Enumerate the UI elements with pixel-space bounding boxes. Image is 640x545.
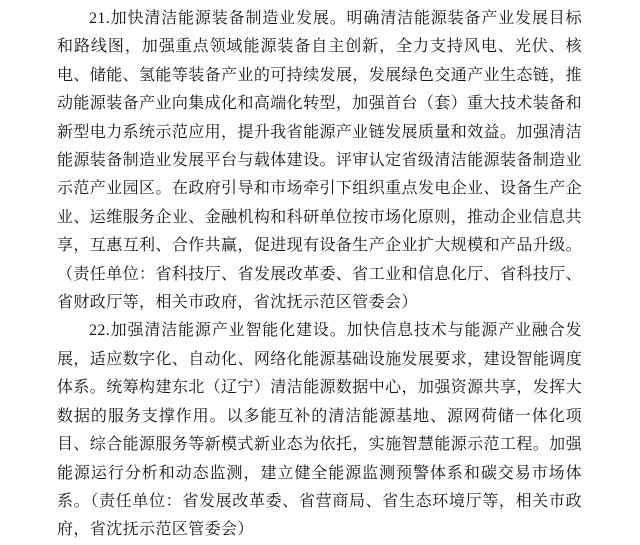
paragraph-item-21: 21.加快清洁能源装备制造业发展。明确清洁能源装备产业发展目标和路线图，加强重点领域能源装备自主创新，全力支持风电、光伏、核电、储能、氢能等装备产业的可持续发展，发展绿色交通产业生态链，推动能源装备产业向集成化和高端化转型，加强首台（套）重大技术装备和新型电力系统示范应用，提升我省能源产业链发展质量和效益。加强清洁能源装备制造业发展平台与载体建设。评审认定省级清洁能源装备制造业示范产业园区。在政府引导和市场牵引下组织重点发电企业、设备生产企业、运维服务企业、金融机构和科研单位按市场化原则，推动企业信息共享，互惠互利、合作共赢，促进现有设备生产企业扩大规模和产品升级。（责任单位：省科技厅、省发展改革委、省工业和信息化厅、省科技厅、省财政厅等，相关市政府，省沈抚示范区管委会）	[57, 10, 582, 312]
paragraph-item-22: 22.加强清洁能源产业智能化建设。加快信息技术与能源产业融合发展，适应数字化、自动化、网络化能源基础设施发展要求，建设智能调度体系。统筹构建东北（辽宁）清洁能源数据中心，加强资源共享，发挥大数据的服务支撑作用。以多能互补的清洁能源基地、源网荷储一体化项目、综合能源服务等新模式新业态为依托，实施智慧能源示范工程。加强能源运行分析和动态监测，建立健全能源监测预警体系和碳交易市场体系。（责任单位：省发展改革委、省营商局、省生态环境厅等，相关市政府，省沈抚示范区管委会）	[57, 322, 582, 539]
